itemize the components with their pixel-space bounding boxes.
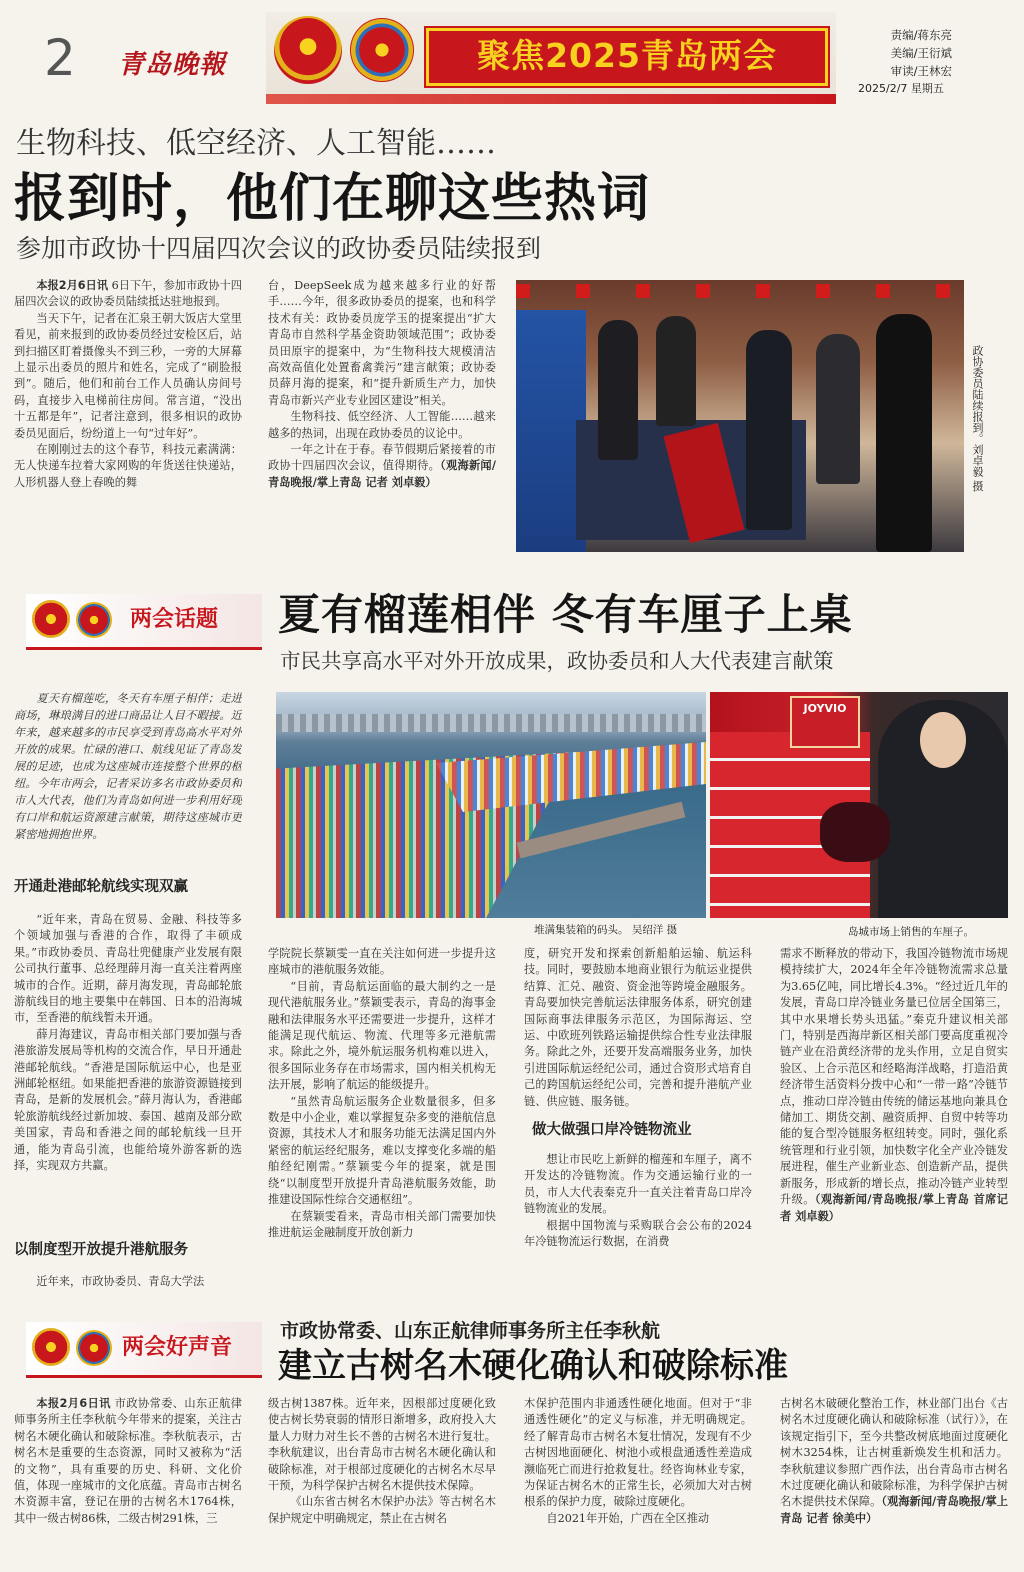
editor-name: 责编/蒋东亮 — [890, 28, 952, 42]
page-number: 2 — [44, 29, 76, 87]
issue-date: 2025/2/7 星期五 — [858, 82, 944, 95]
article2-col2 — [268, 946, 496, 1292]
paragraph: 古树名木破硬化整治工作，林业部门出台《古树名木过度硬化确认和破除标准（试行）》，在该规定指引下，至今共整改树底地面过度硬化树木3254株，让古树重新焕发生机和活力。李秋航建议参照广西作法，出台青岛市古树名木过度硬化确认和破除标准，为科学保护古树名木提供技术保障。（观海新闻/青岛晚报/掌上青岛 记者 徐美中） — [780, 1397, 1008, 1525]
article1-col1 — [14, 278, 242, 556]
paragraph: 想让市民吃上新鲜的榴莲和车厘子，离不开发达的冷链物流。作为交通运输行业的一员，市人大代表秦克升一直关注着青岛口岸冷链物流业的发展。 — [524, 1153, 752, 1216]
article3-kicker: 市政协常委、山东正航律师事务所主任李秋航 — [280, 1320, 661, 1342]
person-figure — [656, 316, 696, 426]
paragraph: “虽然青岛航运服务企业数量很多，但多数是中小企业，难以掌握复杂多变的港航信息资源，其技术人才和服务功能无法满足国内外紧密的航运经纪服务，难以支撑变化多端的船舶经纪刚需。”蔡颖雯今年的提案，就是围绕“以制度型开放提升青岛港航服务效能，助推建设国际性综合交通枢纽”。 — [268, 1094, 496, 1207]
national-emblem-icon — [274, 16, 342, 84]
person-figure — [876, 314, 932, 552]
article1-col2 — [268, 278, 496, 556]
article2-subhead-2: 以制度型开放提升港航服务 — [14, 1242, 188, 1258]
paragraph: 度，研究开发和探索创新船舶运输、航运科技。同时，要鼓励本地商业银行为航运业提供结算、汇兑、融资、资金池等跨境金融服务。青岛要加快完善航运法律服务体系，研究创建国际商事法律服务示范区，为国际海运、空运、中欧班列铁路运输提供综合性专业法律服务。除此之外，还要开发高端服务业务，加快引进国际航运经纪公司，通过合资形式培育自己的跨国航运经纪公司，完善和提升港航产业链、供应链、服务链。 — [524, 947, 752, 1108]
banner-title: 聚焦2025青岛两会 — [477, 36, 777, 75]
reviewer-name: 审读/王林宏 — [890, 64, 952, 78]
byline: （观海新闻/青岛晚报/掌上青岛 首席记者 刘卓毅） — [780, 1193, 1008, 1223]
article2-col1 — [14, 912, 242, 1228]
registration-photo — [516, 280, 964, 552]
person-figure — [746, 330, 792, 530]
paragraph: 在刚刚过去的这个春节，科技元素满满：无人快递车拉着大家网购的年货送往快递站，人形机器人登上春晚的舞 — [14, 443, 242, 489]
article2-col3 — [524, 946, 752, 1292]
article2-headline: 夏有榴莲相伴 冬有车厘子上桌 — [278, 590, 853, 639]
article1-kicker: 生物科技、低空经济、人工智能…… — [16, 126, 496, 161]
national-emblem-icon — [32, 600, 70, 638]
banner-bottom-stripe — [266, 94, 836, 104]
vendor-face — [920, 712, 966, 768]
paragraph: 木保护范围内非通透性硬化地面。但对于“非通透性硬化”的定义与标准，并无明确规定。经了解青岛市古树名木复壮情况，发现有不少古树因地面硬化、树池小或根盘通透性差造成濒临死亡而进行抢救复壮。经咨询林业专家，为保证古树名木的正常生长，必须加大对古树根系的保护力度，破除过度硬化。 — [524, 1397, 752, 1509]
dateline: 本报2月6日讯 — [36, 279, 109, 292]
section-badge-2 — [26, 594, 262, 650]
port-photo-caption: 堆满集装箱的码头。 吴绍洋 摄 — [534, 924, 678, 936]
article1-headline: 报到时，他们在聊这些热词 — [14, 169, 651, 229]
paragraph: 近年来，市政协委员、青岛大学法 — [36, 1275, 205, 1288]
section-label: 两会好声音 — [122, 1334, 233, 1360]
national-emblem-icon — [32, 1328, 70, 1366]
lantern-row — [516, 284, 964, 298]
dateline: 本报2月6日讯 — [36, 1397, 111, 1410]
paragraph: 生物科技、低空经济、人工智能……越来越多的热词，出现在政协委员的议论中。 — [268, 410, 496, 440]
byline: （观海新闻/青岛晚报/掌上青岛 记者 徐美中） — [780, 1495, 1008, 1525]
cherry-photo — [710, 692, 1008, 918]
cherry-photo-caption: 岛城市场上销售的车厘子。 — [848, 926, 974, 938]
paragraph: 一年之计在于春。春节假期后紧接着的市政协十四届四次会议，值得期待。（观海新闻/青岛晚报/掌上青岛 记者 刘卓毅） — [268, 443, 496, 489]
article2-col4 — [780, 946, 1008, 1292]
article3-col1 — [14, 1396, 242, 1566]
city-skyline — [276, 714, 706, 732]
article3-col2 — [268, 1396, 496, 1566]
cppcc-emblem-icon — [76, 1330, 112, 1366]
banner — [266, 12, 836, 104]
article1-photo-caption: 政协委员陆续报到。刘卓毅 摄 — [971, 345, 984, 492]
paragraph: 需求不断释放的带动下，我国冷链物流市场规模持续扩大，2024年全年冷链物流需求总量为3.65亿吨，同比增长4.3%。“经过近几年的发展，青岛口岸冷链业务量已位居全国第三，其中水果增长势头迅猛。”秦克升建议相关部门，特别是西海岸新区相关部门要高度重视冷链产业在沿黄经济带的龙头作用，立足自贸实验区、上合示范区和经略海洋战略，打造沿黄经济带生活资料分拨中心和“一带一路”冷链节点，推动口岸冷链由传统的储运基地向兼具仓储加工、期货交割、融资质押、自贸中转等功能的复合型冷链服务枢纽转变。同时，强化系统管理和行业引领，加快数字化全产业冷链发展进程，催生产业新业态、创造新产品，提供新服务，形成新的增长点，推动冷链产业转型升级。（观海新闻/青岛晚报/掌上青岛 首席记者 刘卓毅） — [780, 947, 1008, 1223]
article3-col4 — [780, 1396, 1008, 1566]
cppcc-emblem-icon — [350, 18, 414, 82]
cherries — [820, 802, 890, 862]
port-photo — [276, 692, 706, 918]
article2-col1-tail — [14, 1274, 242, 1292]
newspaper-logo: 青岛晚報 — [118, 50, 227, 80]
paragraph: 薛月海建议，青岛市相关部门要加强与香港旅游发展局等机构的交流合作，早日开通赴港邮轮航线。“香港是国际航运中心，也是亚洲邮轮枢纽。如果能把香港的旅游资源链接到青岛，是新的发展机会。”薛月海认为，香港邮轮旅游航线经过新加坡、泰国、越南及部分欧美国家，青岛和香港之间的邮轮航线一旦开通，能为青岛引流，也能给境外游客新的选择，实现双方共赢。 — [14, 1027, 242, 1173]
paragraph: “目前，青岛航运面临的最大制约之一是现代港航服务业。”蔡颖雯表示，青岛的海事金融和法律服务水平还需要进一步提升，这样才能满足现代航运、物流、代理等多元港航需求。除此之外，境外航运服务机构难以进入，很多国际业务存在市场需求，国内相关机构无法开展，影响了航运的能级提升。 — [268, 979, 496, 1092]
article3-headline: 建立古树名木硬化确认和破除标准 — [278, 1346, 788, 1386]
paragraph: 当天下午，记者在汇泉王朝大饭店大堂里看见，前来报到的政协委员经过安检区后，站到扫描区盯着摄像头不到三秒，一旁的大屏幕上显示出委员的照片和姓名，完成了“刷脸报到”。随后，他们和前台工作人员确认房间号码，直接步入电梯前往房间。常言道，“没出十五都是年”，记者注意到，很多相识的政协委员见面后，纷纷道上一句“过年好”。 — [14, 311, 242, 440]
paragraph: 本报2月6日讯 市政协常委、山东正航律师事务所主任李秋航今年带来的提案，关注古树名木硬化确认和破除标准。李秋航表示，古树名木是重要的生态资源，同时又被称为“活的文物”，具有重要的历史、科研、文化价值，体现一座城市的文化底蕴。青岛市古树名木资源丰富，登记在册的古树名木1764株，其中一级古树86株，二级古树291株，三 — [14, 1397, 242, 1525]
paragraph: 台，DeepSeek成为越来越多行业的好帮手……今年，很多政协委员的提案，也和科学技术有关：政协委员庞学玉的提案提出“扩大青岛市自然科学基金资助领域范围”；政协委员田原宇的提案中，为“生物科技大规模清洁高效高值化处置畜禽粪污”建言献策；政协委员薛月海的提案，和“提升新质生产力，加快青岛市新兴产业专业园区建设”相关。 — [268, 279, 496, 407]
paragraph: 级古树1387株。近年来，因根部过度硬化致使古树长势衰弱的情形日渐增多，政府投入大量人力财力对生长不善的古树名木进行复壮。李秋航建议，出台青岛市古树名木硬化确认和破除标准，对于根部过度硬化的古树名木尽早干预，为科学保护古树名木提供技术保障。 — [268, 1397, 496, 1493]
section-label: 两会话题 — [130, 606, 219, 632]
crate-label — [790, 696, 860, 748]
person-figure — [816, 334, 860, 484]
article1-subhead: 参加市政协十四届四次会议的政协委员陆续报到 — [16, 234, 542, 263]
section-badge-3 — [26, 1322, 262, 1378]
article2-subhead: 市民共享高水平对外开放成果，政协委员和人大代表建言献策 — [280, 649, 834, 673]
paragraph: 自2021年开始，广西在全区推动 — [546, 1511, 710, 1525]
paragraph: 夏天有榴莲吃，冬天有车厘子相伴；走进商场，琳琅满目的进口商品让人目不暇接。近年来，越来越多的市民享受到青岛高水平对外开放的成果。忙碌的港口、航线见证了青岛发展的足迹，也成为这座城市连接整个世界的枢纽。今年市两会，记者采访多名市政协委员和市人大代表，他们为青岛如何进一步利用好现有口岸和航运资源建言献策，期待这座城市更紧密地拥抱世界。 — [14, 692, 242, 841]
crate-brand: JOYVIO — [803, 702, 847, 715]
paragraph: 在蔡颖雯看来，青岛市相关部门需要加快推进航运金融制度开放创新力 — [268, 1209, 496, 1239]
article3-col3 — [524, 1396, 752, 1566]
article2-subhead-3: 做大做强口岸冷链物流业 — [532, 1122, 692, 1139]
article2-subhead-1: 开通赴港邮轮航线实现双赢 — [14, 879, 188, 895]
paragraph: 本报2月6日讯 6日下午，参加市政协十四届四次会议的政协委员陆续抵达驻地报到。 — [14, 279, 242, 309]
paragraph: “近年来，青岛在贸易、金融、科技等多个领域加强与香港的合作，取得了丰硕成果。”市政协委员、青岛壮兜健康产业发展有限公司执行董事、总经理薛月海一直关注着两座城市的合作。近期，薛月海发现，青岛邮轮旅游航线目的地主要集中在韩国、日本的沿海城市，至香港的航线暂未开通。 — [14, 913, 242, 1025]
paragraph: 根据中国物流与采购联合会公布的2024年冷链物流运行数据，在消费 — [524, 1218, 752, 1249]
cppcc-emblem-icon — [76, 602, 112, 638]
editor-credits — [876, 26, 952, 80]
paragraph: 《山东省古树名木保护办法》等古树名木保护规定中明确规定，禁止在古树名 — [268, 1495, 496, 1525]
container-yard — [436, 742, 706, 812]
designer-name: 美编/王衍斌 — [890, 46, 952, 60]
byline: （观海新闻/青岛晚报/掌上青岛 记者 刘卓毅） — [268, 459, 496, 489]
article2-intro — [14, 690, 242, 866]
person-figure — [598, 320, 638, 460]
paragraph: 学院院长蔡颖雯一直在关注如何进一步提升这座城市的港航服务效能。 — [268, 947, 496, 977]
